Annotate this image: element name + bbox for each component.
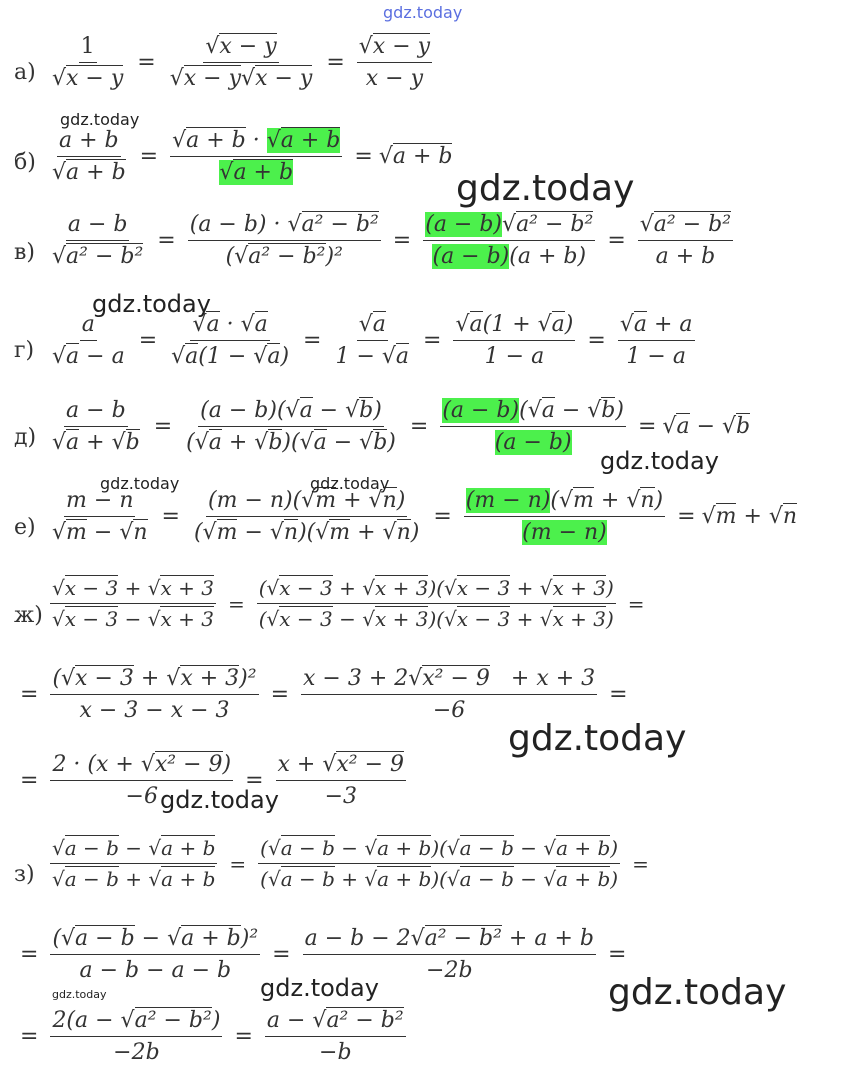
equation-z-1: $\frac{√a - b - √a + b}{√a - b + √a + b}$ = $\frac{(√a - b - √a + b)(√a - b - √a + b)}{(√a - b + √a + b)(√a - b - √a + b)}$ = xyxy=(52,836,649,891)
equation-b: $\frac{a + b}{√a + b}$ = $\frac{√a + b \cdot √a + b}{√a + b}$ = √a + b xyxy=(52,128,453,185)
watermark: gdz.today xyxy=(92,290,211,318)
equation-v: $\frac{a - b}{\text{√a² − b²}}$ = $\frac{\text{(a − b) · √a² − b²}}{\text{(√a² − b²)²}}$ = $\frac{\text{(a − b)√a² − b²}}{(a - b)(a + b)}$ = $\frac{\text{√a² − b²}}{a + b}$ xyxy=(52,212,732,269)
watermark: gdz.today xyxy=(260,974,379,1002)
label-a: а) xyxy=(14,60,36,85)
label-b: б) xyxy=(14,150,36,175)
equation-zh-3: = $\frac{\text{2 · (x + √x² − 9)}}{-6}$ = $\frac{\text{x + √x² − 9}}{-3}$ xyxy=(20,752,405,809)
watermark-top: gdz.today xyxy=(383,3,463,22)
label-d: д) xyxy=(14,425,37,450)
watermark: gdz.today xyxy=(160,786,279,814)
watermark: gdz.today xyxy=(608,972,787,1013)
watermark: gdz.today xyxy=(456,168,635,209)
label-g: г) xyxy=(14,338,35,363)
watermark: gdz.today xyxy=(52,988,107,1001)
equation-z-2: = $\frac{\text{(√a − b − √a + b)²}}{a - b - a - b}$ = $\frac{\text{a − b − 2√a² − b² + a + b}}{-2b}$ = xyxy=(20,926,627,983)
label-e: е) xyxy=(14,515,36,540)
watermark: gdz.today xyxy=(600,447,719,475)
label-v: в) xyxy=(14,240,35,265)
label-zh: ж) xyxy=(14,603,43,628)
equation-zh-2: = $\frac{\text{(√x − 3 + √x + 3)²}}{x - 3 - x - 3}$ = $\frac{\text{x − 3 + 2√x² − 9 + x + 3}}{-6}$ = xyxy=(20,666,628,723)
equation-a: $\frac{1}{√x - y}$ = $\frac{√x - y}{√x - y√x - y}$ = $\frac{√x - y}{x - y}$ xyxy=(52,34,431,91)
equation-e: $\frac{m - n}{√m - √n}$ = $\frac{(m - n)(√m + √n)}{(√m - √n)(√m + √n)}$ = $\frac{(m - n)(√m + √n)}{(m - n)}$ = √m + √n xyxy=(52,488,798,545)
equation-g: $\frac{a}{√a - a}$ = $\frac{√a \cdot √a}{√a(1 - √a)}$ = $\frac{√a}{1 - √a}$ = $\frac{√a(1 + √a)}{1 - a}$ = $\frac{√a + a}{1 - a}$ xyxy=(52,312,693,369)
watermark: gdz.today xyxy=(508,718,687,759)
equation-zh-1: $\frac{√x - 3 + √x + 3}{√x - 3 - √x + 3}$ = $\frac{(√x - 3 + √x + 3)(√x - 3 + √x + 3)}{(√x - 3 - √x + 3)(√x - 3 + √x + 3)}$ = xyxy=(52,576,645,631)
watermark: gdz.today xyxy=(310,474,390,493)
equation-z-3: = $\frac{\text{2(a − √a² − b²)}}{-2b}$ = $\frac{\text{a − √a² − b²}}{-b}$ xyxy=(20,1008,404,1065)
label-z: з) xyxy=(14,862,35,887)
watermark: gdz.today xyxy=(60,110,140,129)
equation-d: $\frac{a - b}{√a + √b}$ = $\frac{(a - b)(√a - √b)}{(√a + √b)(√a - √b)}$ = $\frac{(a - b)(√a - √b)}{(a - b)}$ = √a − √b xyxy=(52,398,751,455)
watermark: gdz.today xyxy=(100,474,180,493)
